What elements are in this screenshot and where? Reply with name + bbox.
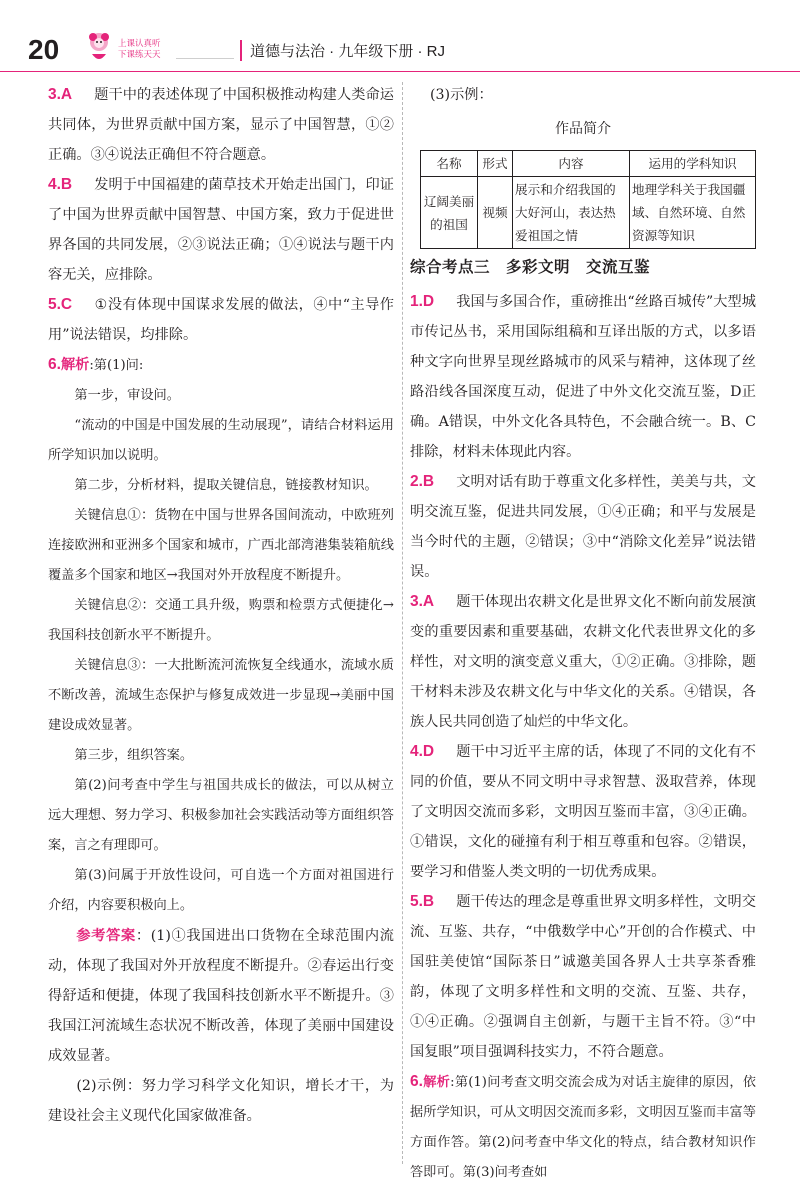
- item-text: 题干传达的理念是尊重世界文明多样性，文明交流、互鉴、共存，“中俄数学中心”开创的合作模式、中国驻美使馆“国际茶日”诚邀美国各界人士共享茶香雅韵，体现了文明多样性和文明的交流、互鉴、共存，①④正确。②强调自主创新，与题干主旨不符。③“中国复眼”项目强调科技实力，不符合题意。: [410, 894, 756, 1060]
- analysis-tag: 解析: [422, 1074, 451, 1089]
- item-number: 6.: [410, 1073, 423, 1090]
- answer-item: [48, 290, 394, 350]
- item-text: :第(1)问考查文明交流会成为对话主旋律的原因，依据所学知识，可从文明因交流而多彩，文明因互鉴而丰富等方面作答。第(2)问考查中华文化的特点，结合教材知识作答即可。第(3)问考查如: [410, 1075, 756, 1180]
- answer-item: [48, 80, 394, 170]
- answer-item: [48, 170, 394, 290]
- section-title: 综合考点三 多彩文明 交流互鉴: [410, 259, 651, 276]
- item-number: 3.A: [48, 86, 73, 103]
- logo-slogan: [118, 38, 161, 60]
- book-title: 道德与法治 · 九年级下册 · RJ: [240, 40, 445, 61]
- item-text: 题干中习近平主席的话，体现了不同的文化有不同的价值，要从不同文明中寻求智慧、汲取营养，体现了文明因交流而多彩，文明因互鉴而丰富，③④正确。①错误，文化的碰撞有利于相互尊重和包容。②错误，要学习和借鉴人类文明的一切优秀成果。: [410, 744, 756, 880]
- item-text: ①没有体现中国谋求发展的做法，④中“主导作用”说法错误，均排除。: [48, 297, 394, 343]
- item-number: 1.D: [410, 293, 435, 310]
- works-table: [420, 150, 756, 249]
- key-info-3: 关键信息③：一大批断流河流恢复全线通水，流域水质不断改善，流域生态保护与修复成效进一步显现→美丽中国建设成效显著。: [48, 658, 394, 733]
- table-header-row: [421, 151, 756, 177]
- table-cell: 地理学科关于我国疆域、自然环境、自然资源等知识: [630, 177, 756, 249]
- answer-item: [410, 887, 756, 1067]
- item-number: 5.B: [410, 893, 435, 910]
- table-cell: 展示和介绍我国的大好河山，表达热爱祖国之情: [513, 177, 630, 249]
- reference-answer-1: ：(1)①我国进出口货物在全球范围内流动，体现了我国对外开放程度不断提升。②春运出行变得舒适和便捷，体现了我国科技创新水平不断提升。③我国江河流域生态状况不断改善，体现了美丽中国建设成效显著。: [48, 928, 394, 1064]
- question-quote: “流动的中国是中国发展的生动展现”，请结合材料运用所学知识加以说明。: [48, 418, 394, 463]
- item-number: 6.: [48, 356, 61, 373]
- answer-item: [410, 467, 756, 587]
- item-number: 3.A: [410, 593, 435, 610]
- item-text: 文明对话有助于尊重文化多样性，美美与共，文明交流互鉴，促进共同发展，①④正确；和平与发展是当今时代的主题，②错误；③中“消除文化差异”说法错误。: [410, 474, 756, 580]
- answer-item: [410, 1067, 756, 1188]
- key-info-1: 关键信息①：货物在中国与世界各国间流动，中欧班列连接欧洲和亚洲多个国家和城市，广西北部湾港集装箱航线覆盖多个国家和地区→我国对外开放程度不断提升。: [48, 508, 394, 583]
- reference-answer-2: (2)示例：努力学习科学文化知识，增长才干，为建设社会主义现代化国家做准备。: [48, 1078, 394, 1124]
- logo-slogan-line1: 上课认真听: [118, 38, 161, 48]
- item-text: 题干体现出农耕文化是世界文化不断向前发展演变的重要因素和重要基础，农耕文化代表世界文化的多样性，对文明的演变意义重大，①②正确。③排除，题干材料未涉及农耕文化与中华文化的关系。④错误，各族人民共同创造了灿烂的中华文化。: [410, 594, 756, 730]
- item-text: 我国与多国合作，重磅推出“丝路百城传”大型城市传记丛书，采用国际组稿和互译出版的方式，以多语种文字向世界呈现丝路城市的风采与精神，这体现了丝路沿线各国深度互动，促进了中外文化交流互鉴，D正确。A错误，中外文化各具特色，不会融合统一。B、C排除，材料未体现此内容。: [410, 294, 756, 460]
- key-info-2: 关键信息②：交通工具升级，购票和检票方式便捷化→我国科技创新水平不断提升。: [48, 598, 394, 643]
- table-header-cell: 运用的学科知识: [630, 151, 756, 177]
- item-text: 题干中的表述体现了中国积极推动构建人类命运共同体，为世界贡献中国方案，显示了中国智慧，①②正确。③④说法正确但不符合题意。: [48, 87, 394, 163]
- item-number: 4.D: [410, 743, 435, 760]
- flower-mascot-icon: [84, 30, 114, 66]
- item-number: 2.B: [410, 473, 435, 490]
- reference-answer-tag: 参考答案: [76, 928, 136, 944]
- page-header: [0, 0, 800, 70]
- table-cell: 辽阔美丽的祖国: [421, 177, 478, 249]
- answer-item: [48, 350, 394, 381]
- item-number: 5.C: [48, 296, 73, 313]
- table-header-cell: 内容: [513, 151, 630, 177]
- logo-slogan-line2: 下课练天天: [118, 49, 161, 59]
- analysis-q2: 第(2)问考查中学生与祖国共成长的做法，可以从树立远大理想、努力学习、积极参加社会实践活动等方面组织答案，言之有理即可。: [48, 778, 394, 853]
- answer-item: [410, 287, 756, 467]
- table-row: [421, 177, 756, 249]
- analysis-q3: 第(3)问属于开放性设问，可自选一个方面对祖国进行介绍，内容要积极向上。: [48, 868, 394, 913]
- step-one: 第一步，审设问。: [74, 388, 180, 403]
- page-number: 20: [28, 34, 60, 65]
- table-header-cell: 形式: [478, 151, 513, 177]
- table-header-cell: 名称: [421, 151, 478, 177]
- item-text: 发明于中国福建的菌草技术开始走出国门，印证了中国为世界贡献中国智慧、中国方案，致力于促进世界各国的共同发展，②③说法正确；①④说法与题干内容无关，应排除。: [48, 177, 394, 283]
- column-divider: [402, 82, 403, 1164]
- reference-answer: [48, 921, 394, 1071]
- table-caption: 作品简介: [555, 121, 611, 137]
- step-two: 第二步，分析材料，提取关键信息，链接教材知识。: [74, 478, 378, 493]
- header-rule: [176, 58, 234, 59]
- example-label: (3)示例：: [430, 87, 493, 103]
- answer-item: [410, 737, 756, 887]
- step-three: 第三步，组织答案。: [74, 748, 194, 763]
- answer-item: [410, 587, 756, 737]
- item-number: 4.B: [48, 176, 73, 193]
- right-column: [410, 80, 756, 1188]
- analysis-intro: :第(1)问:: [89, 358, 144, 373]
- header-divider: [0, 71, 800, 72]
- analysis-tag: 解析: [60, 357, 90, 373]
- left-column: [48, 80, 394, 1131]
- table-cell: 视频: [478, 177, 513, 249]
